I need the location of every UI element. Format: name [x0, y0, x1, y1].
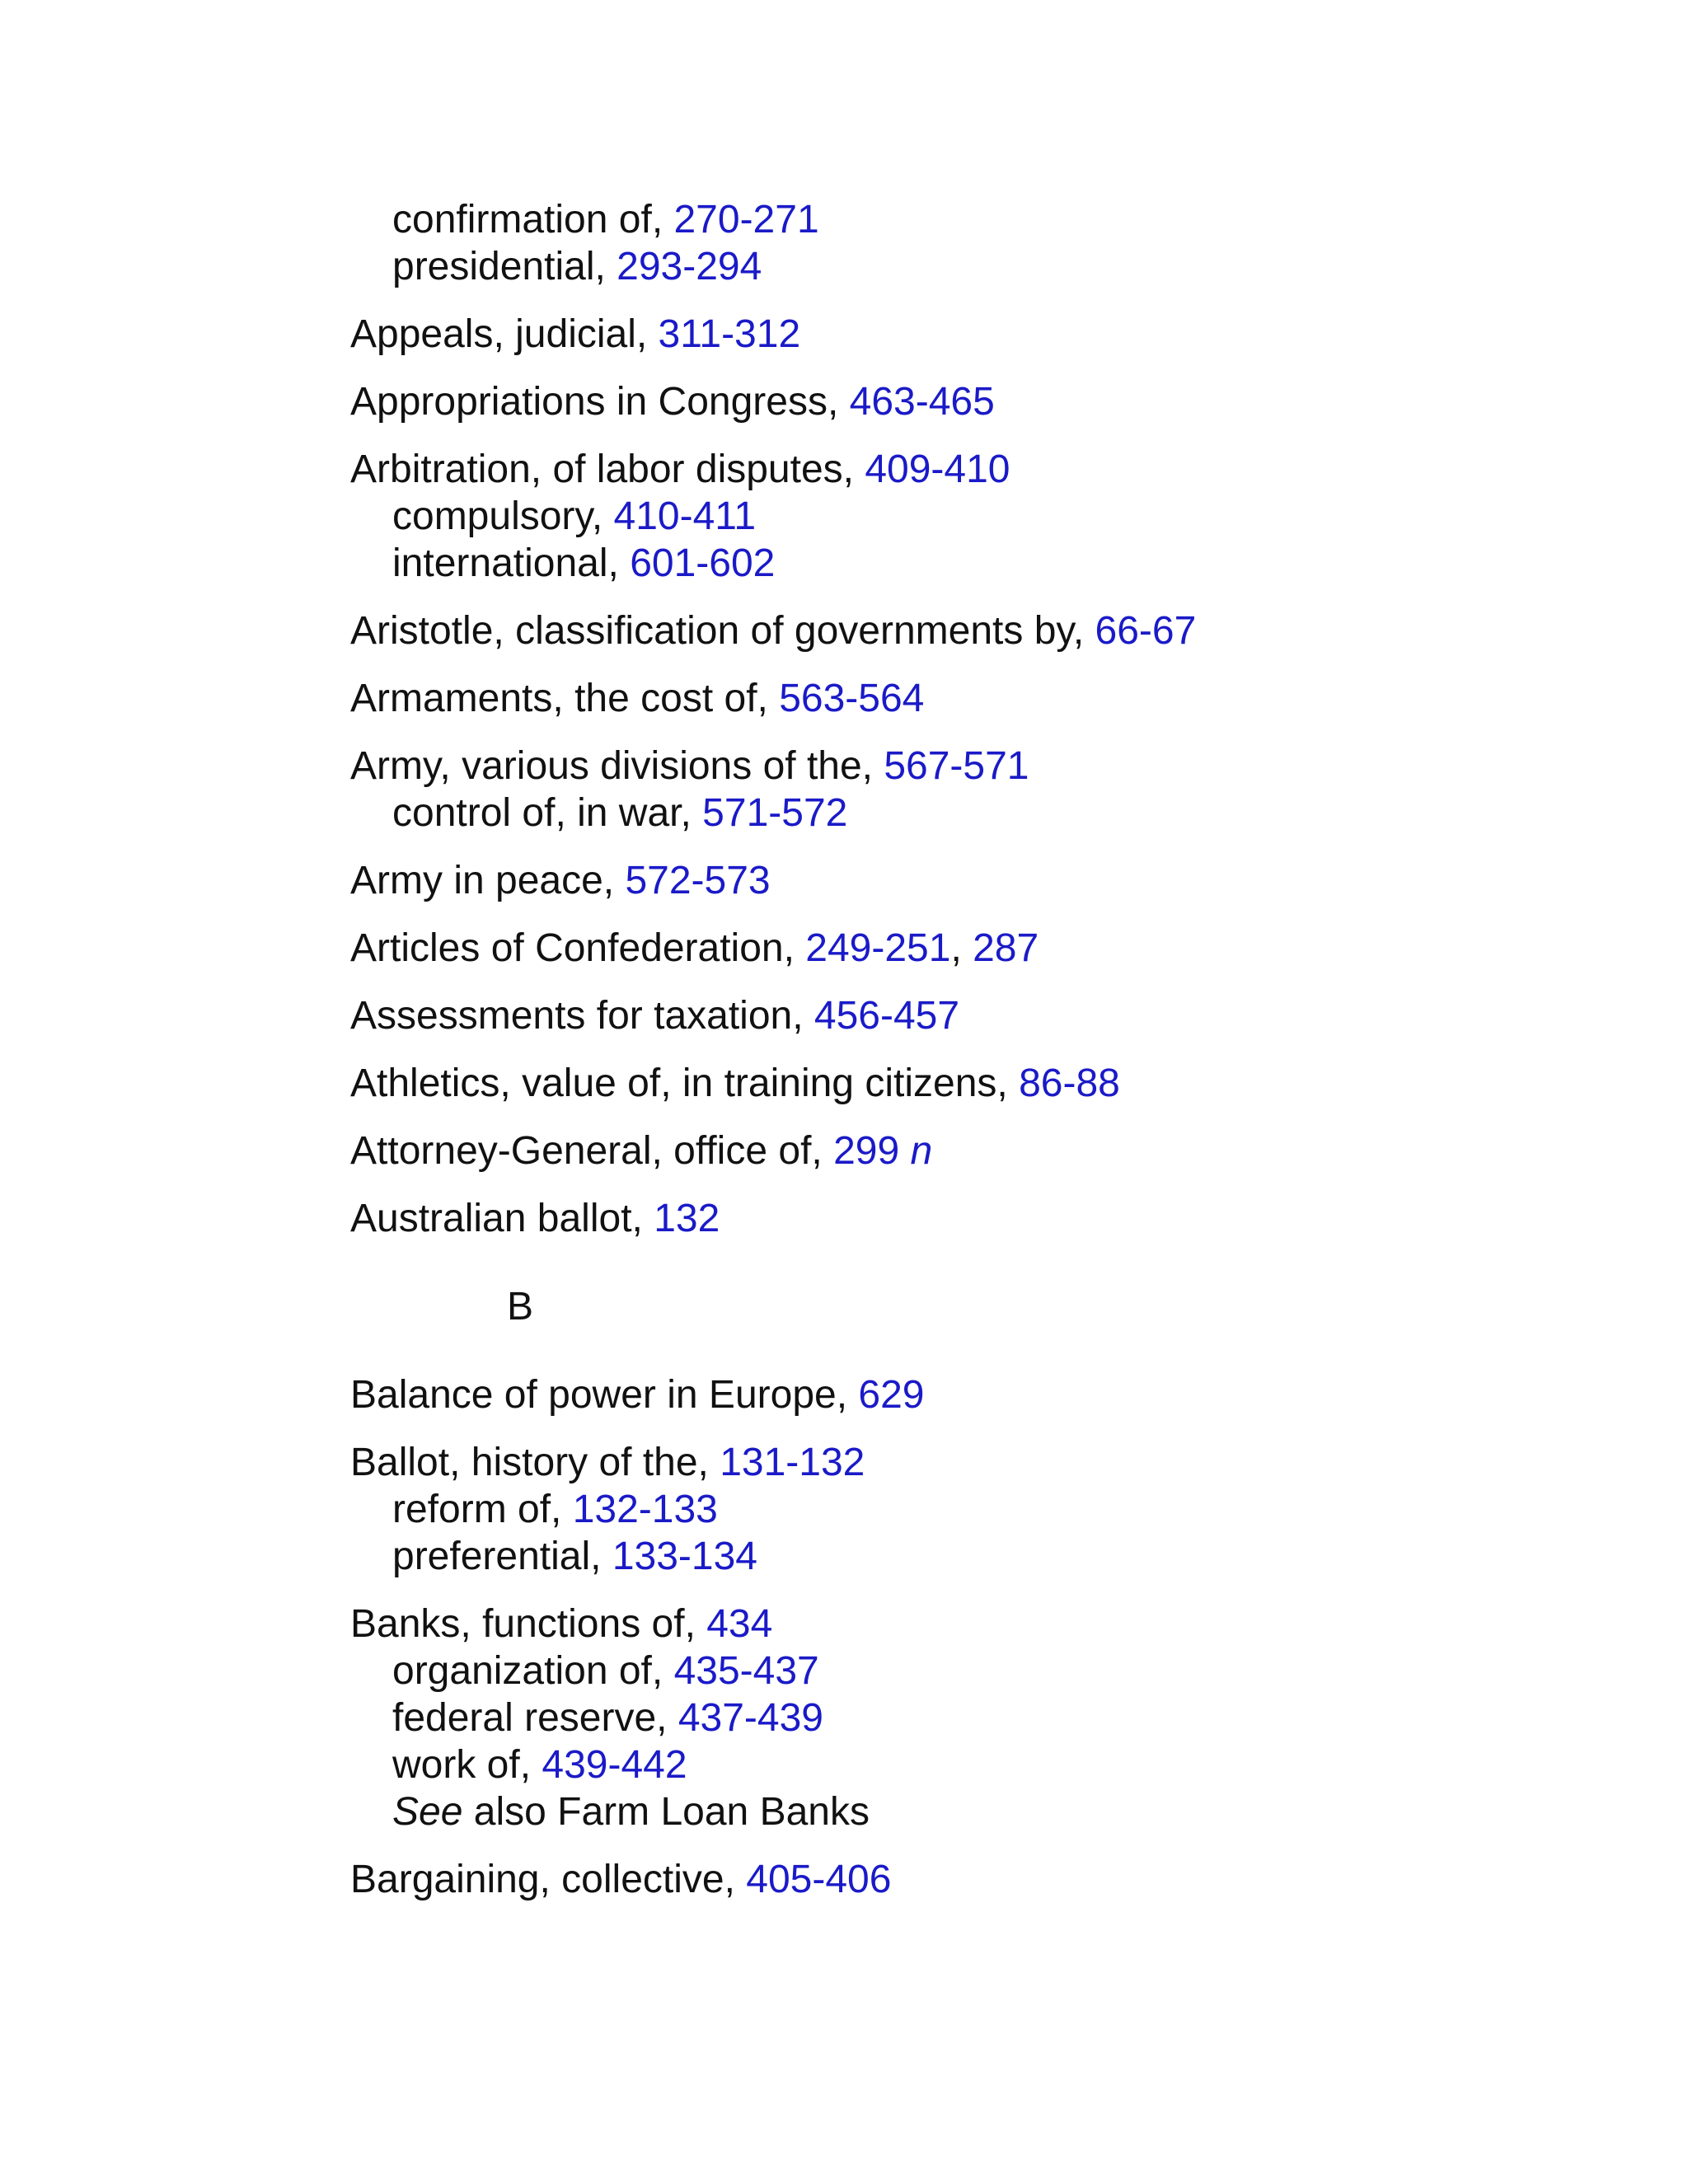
index-entry [350, 311, 800, 359]
entry-text: Arbitration, of labor disputes, [350, 448, 865, 491]
entry-text: Appeals, judicial, [350, 312, 659, 356]
index-entry [350, 1195, 720, 1243]
page-link[interactable]: 293-294 [617, 245, 762, 288]
page-link[interactable]: 311-312 [658, 312, 801, 356]
entry-text: also Farm Loan Banks [462, 1790, 870, 1834]
index-entry [350, 1060, 1120, 1108]
entry-text: Armaments, the cost of, [350, 677, 780, 720]
index-entry [350, 1601, 772, 1648]
entry-text: work of, [392, 1743, 542, 1787]
index-entry [350, 1856, 891, 1904]
entry-text: Balance of power in Europe, [350, 1373, 859, 1417]
index-subentry [392, 493, 756, 541]
see-label: See [392, 1790, 463, 1834]
index-entry [350, 675, 924, 723]
page-link[interactable]: 131-132 [720, 1441, 865, 1484]
entry-text: compulsory, [392, 494, 614, 538]
page-link[interactable]: 434 [706, 1602, 773, 1646]
entry-text: reform of, [392, 1488, 573, 1531]
page-link[interactable]: 132-133 [572, 1488, 718, 1531]
index-subentry [392, 1486, 718, 1534]
page-link[interactable]: 410-411 [613, 494, 757, 538]
entry-text: Aristotle, classification of governments by, [350, 609, 1095, 653]
index-entry [350, 378, 995, 426]
page-link[interactable]: 571-572 [702, 791, 848, 835]
page-link[interactable]: 270-271 [673, 198, 819, 241]
entry-text: Army, various divisions of the, [350, 744, 884, 788]
index-entry [350, 857, 771, 905]
entry-text: international, [392, 541, 631, 585]
index-entry [350, 1371, 924, 1419]
page-link[interactable] [833, 1129, 932, 1173]
index-subentry [392, 1694, 823, 1742]
index-subentry [392, 243, 762, 291]
index-entry [350, 925, 1039, 972]
entry-text: Attorney-General, office of, [350, 1129, 834, 1173]
page-link[interactable]: 437-439 [678, 1696, 823, 1740]
entry-text: preferential, [392, 1535, 612, 1578]
page-link[interactable]: 572-573 [625, 859, 771, 902]
index-entry [350, 743, 1029, 790]
page-link[interactable]: 563-564 [779, 677, 925, 720]
index-entry [350, 446, 1010, 494]
page-link[interactable]: 439-442 [542, 1743, 687, 1787]
entry-separator: , [950, 926, 973, 970]
index-entry [350, 1439, 865, 1487]
footnote-marker: n [910, 1129, 933, 1173]
index-subentry [392, 540, 775, 588]
entry-text: organization of, [392, 1649, 674, 1693]
index-subentry [392, 790, 847, 837]
index-subentry [392, 196, 819, 244]
page-link[interactable]: 601-602 [630, 541, 776, 585]
index-entry [350, 1127, 932, 1175]
entry-text: Assessments for taxation, [350, 994, 814, 1038]
page-link[interactable]: 463-465 [849, 380, 995, 424]
entry-text: presidential, [392, 245, 617, 288]
page-link[interactable]: 409-410 [865, 448, 1010, 491]
page-link[interactable]: 405-406 [746, 1858, 892, 1901]
index-cross-reference [392, 1788, 870, 1836]
entry-text: Ballot, history of the, [350, 1441, 720, 1484]
page-link[interactable]: 456-457 [814, 994, 960, 1038]
entry-text: control of, in war, [392, 791, 703, 835]
index-subentry [392, 1647, 819, 1695]
entry-text: confirmation of, [392, 198, 674, 241]
index-subentry [392, 1533, 757, 1581]
index-entry [350, 607, 1196, 655]
section-letter-heading: B [507, 1285, 534, 1329]
page-link[interactable]: 287 [973, 926, 1039, 970]
page-link[interactable]: 132 [654, 1197, 720, 1240]
index-entry [350, 992, 959, 1040]
entry-text: federal reserve, [392, 1696, 678, 1740]
index-subentry [392, 1741, 687, 1789]
page-link[interactable]: 133-134 [612, 1535, 757, 1578]
entry-text: Army in peace, [350, 859, 626, 902]
entry-text: Athletics, value of, in training citizens, [350, 1062, 1020, 1105]
page-number: 299 [833, 1129, 911, 1173]
page-link[interactable]: 435-437 [673, 1649, 819, 1693]
entry-text: Australian ballot, [350, 1197, 654, 1240]
page-link[interactable]: 86-88 [1019, 1062, 1120, 1105]
page-link[interactable]: 249-251 [805, 926, 951, 970]
entry-text: Articles of Confederation, [350, 926, 806, 970]
entry-text: Banks, functions of, [350, 1602, 707, 1646]
page-link[interactable]: 629 [858, 1373, 925, 1417]
page-link[interactable]: 66-67 [1095, 609, 1197, 653]
page-link[interactable]: 567-571 [884, 744, 1029, 788]
entry-text: Appropriations in Congress, [350, 380, 850, 424]
entry-text: Bargaining, collective, [350, 1858, 747, 1901]
